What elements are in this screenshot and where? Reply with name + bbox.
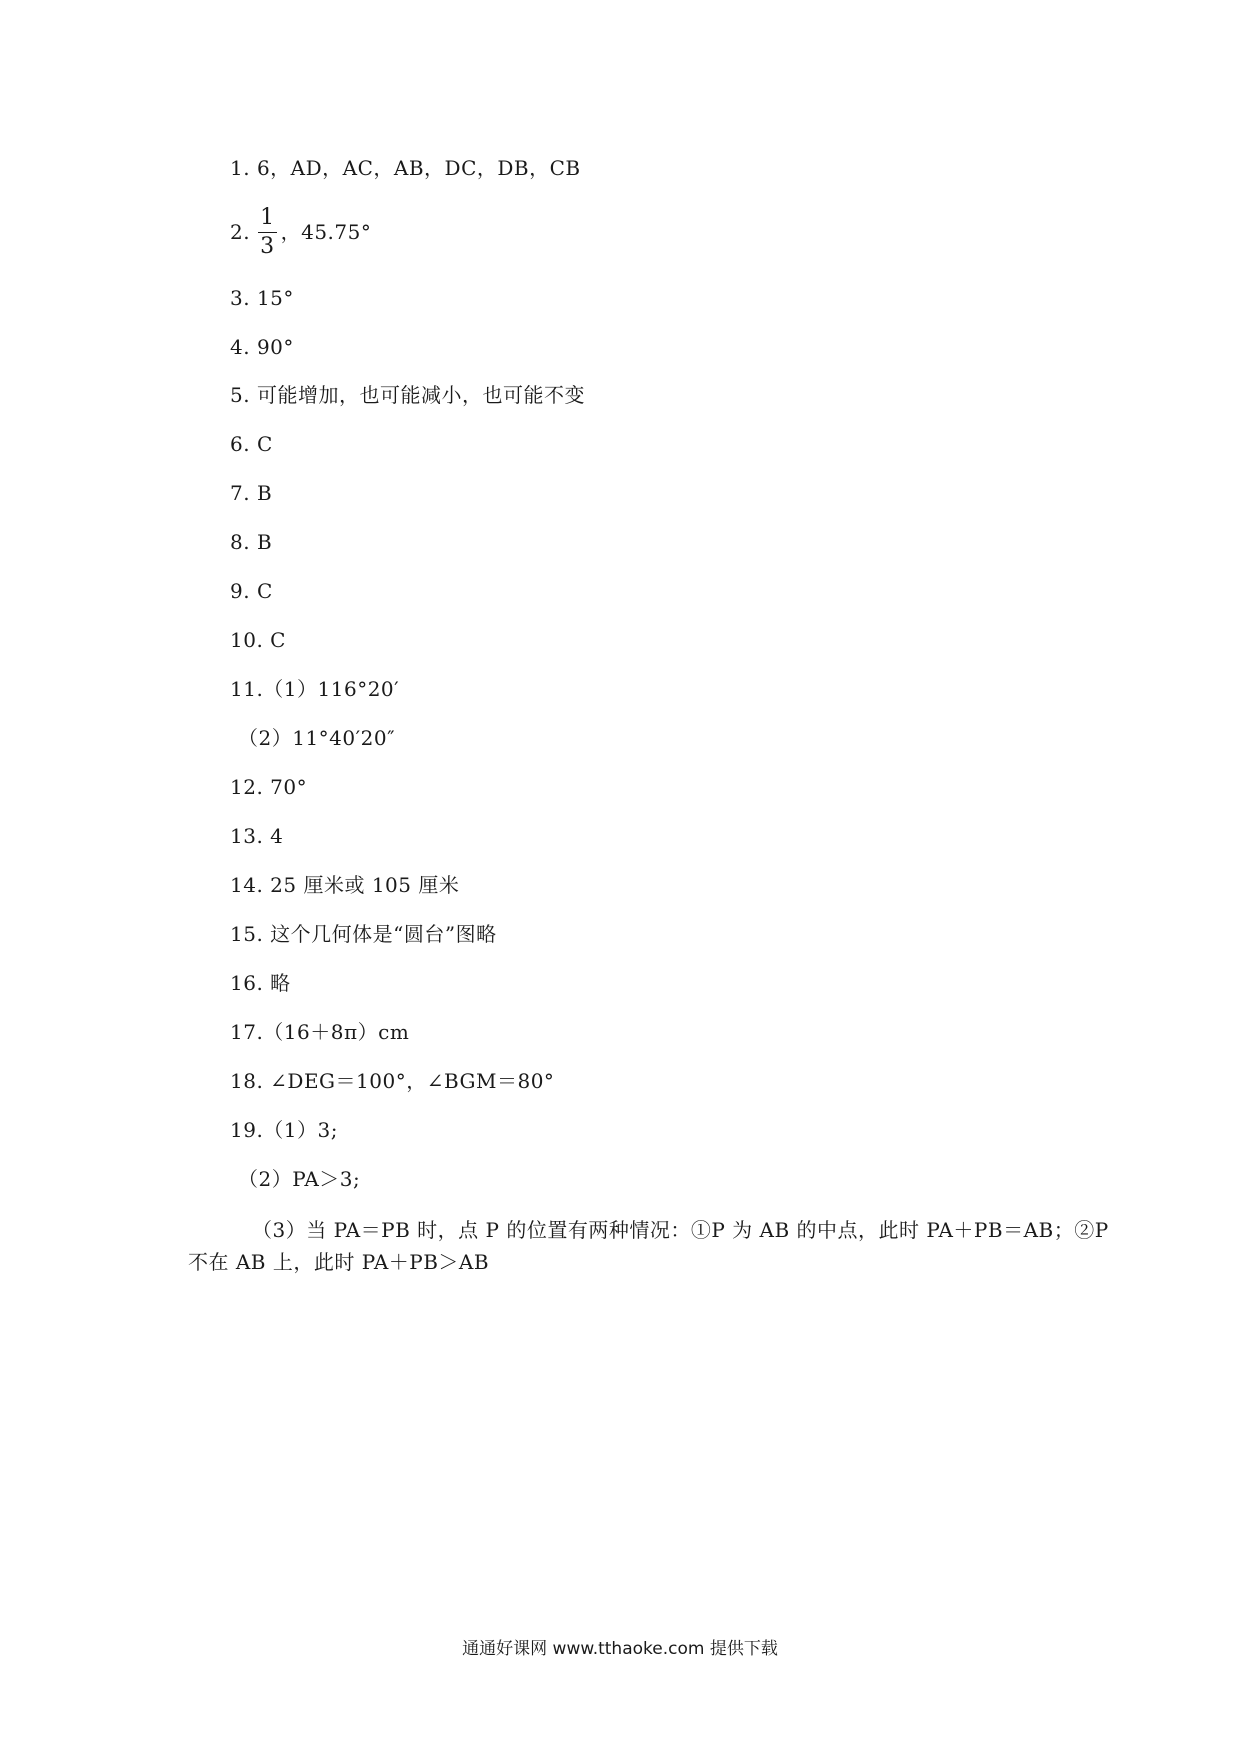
answer-12: 12. 70°: [230, 775, 308, 799]
answer-4: 4. 90°: [230, 335, 294, 359]
answer-6: 6. C: [230, 432, 273, 456]
answer-11-part-2: （2）11°40′20″: [238, 726, 396, 750]
answer-2-suffix: ，45.75°: [280, 220, 372, 244]
answer-5: 5. 可能增加，也可能减小，也可能不变: [230, 383, 585, 407]
answer-19-part-3-line-1: （3）当 PA＝PB 时，点 P 的位置有两种情况：①P 为 AB 的中点，此时 PA＋PB＝AB；②P: [252, 1218, 1109, 1242]
answer-3: 3. 15°: [230, 286, 294, 310]
answer-15: 15. 这个几何体是“圆台”图略: [230, 922, 497, 946]
answer-16: 16. 略: [230, 971, 291, 995]
answer-8: 8. B: [230, 530, 273, 554]
answer-19-part-2: （2）PA＞3;: [238, 1167, 361, 1191]
answer-19-part-1: 19.（1）3;: [230, 1118, 338, 1142]
answer-18: 18. ∠DEG＝100°，∠BGM＝80°: [230, 1069, 555, 1093]
answer-11-part-1: 11.（1）116°20′: [230, 677, 400, 701]
fraction-one-third: [258, 206, 277, 259]
answer-2-number: 2.: [230, 220, 251, 244]
answer-2: [230, 204, 371, 260]
answer-9: 9. C: [230, 579, 273, 603]
answer-14: 14. 25 厘米或 105 厘米: [230, 873, 460, 897]
answer-7: 7. B: [230, 481, 273, 505]
answer-17: 17.（16＋8π）cm: [230, 1020, 410, 1044]
answer-1: 1. 6，AD，AC，AB，DC，DB，CB: [230, 156, 581, 180]
fraction-denominator: 3: [260, 233, 275, 259]
answer-13: 13. 4: [230, 824, 284, 848]
page-footer: 通通好课网 www.tthaoke.com 提供下载: [462, 1639, 778, 1659]
answer-19-part-3-line-2: 不在 AB 上，此时 PA＋PB＞AB: [188, 1250, 490, 1274]
fraction-numerator: 1: [258, 206, 277, 233]
answer-10: 10. C: [230, 628, 286, 652]
